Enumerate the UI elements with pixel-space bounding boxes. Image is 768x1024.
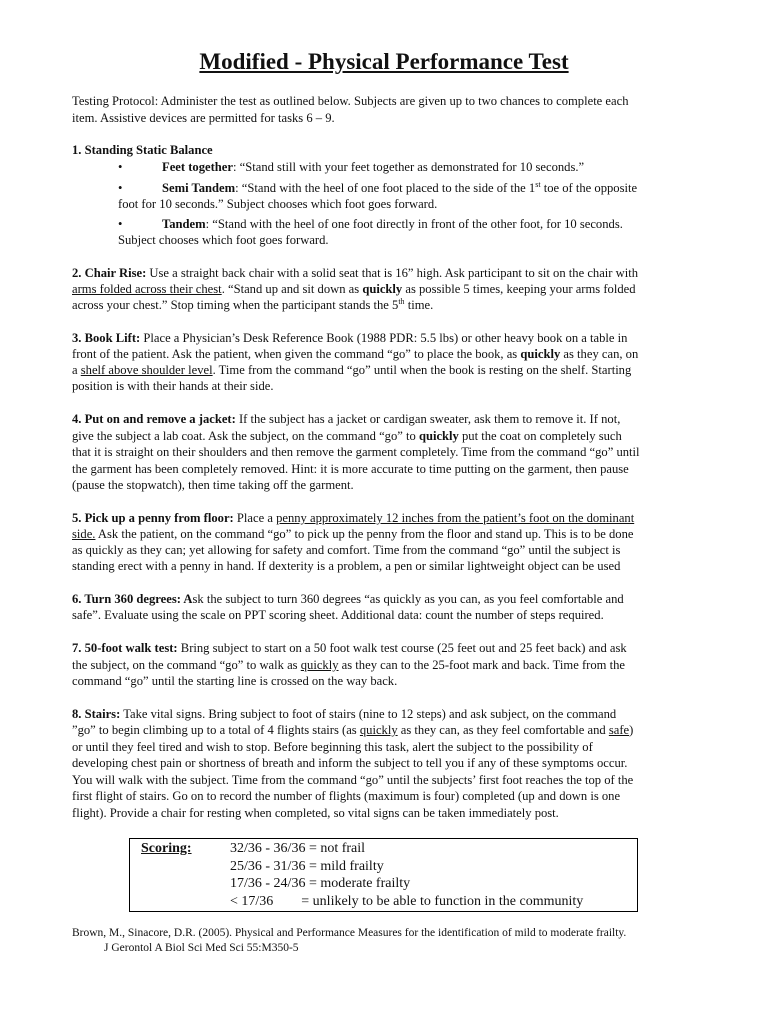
item-text: : “Stand still with your feet together as demonstrated for 10 seconds.” (232, 160, 585, 174)
section-line (72, 428, 694, 445)
scoring-row: 32/36 - 36/36 = not frail (230, 841, 366, 856)
section-line: (pause the stopwatch), then time taking off the garment. (72, 478, 354, 492)
text-run: across your chest.” Stop timing when the participant stands the 5 (72, 298, 399, 312)
section-heading: 6. Turn 360 degrees: (72, 592, 181, 606)
item-text: : “Stand with the heel of one foot directly in front of the other foot, for 10 seconds. (205, 217, 623, 231)
text-run: A (180, 592, 193, 606)
section-line: first flight of stairs. Go on to record the number of flights (maximum is four) completed (up and down is one (72, 789, 621, 803)
section-heading: 7. 50-foot walk test: (72, 641, 178, 655)
text-run: as they can, as they feel comfortable and (397, 723, 609, 737)
bullet-item (162, 159, 702, 176)
text-run: If the subject has a jacket or cardigan sweater, ask them to remove it. If not, (235, 412, 621, 426)
text-run: arms folded across their chest (72, 282, 222, 296)
section-line: or until they feel tired and wish to stop. Before beginning this task, alert the subject to the possibility of (72, 740, 593, 754)
section-line: You will walk with the subject. Time from the command “go” until the subjects’ first foot reaches the top of the (72, 773, 634, 787)
section-line (72, 640, 694, 657)
text-run: as possible 5 times, keeping your arms folded (402, 282, 636, 296)
text-run: Place a (233, 511, 277, 525)
section-heading: 2. Chair Rise: (72, 266, 147, 280)
section-heading: 4. Put on and remove a jacket: (72, 412, 236, 426)
section-line (72, 297, 694, 314)
item-text: toe of the opposite (540, 181, 638, 195)
section-heading: 8. Stairs: (72, 707, 121, 721)
text-run: give the subject a lab coat. Ask the subject, on the command “go” to (72, 429, 419, 443)
item-label: Tandem (162, 217, 206, 231)
section-heading: 1. Standing Static Balance (72, 143, 213, 157)
section-line (72, 411, 694, 428)
section-line (72, 330, 694, 347)
bullet-item (162, 180, 702, 197)
item-continuation: Subject chooses which foot goes forward. (118, 233, 329, 247)
section-line (72, 346, 694, 363)
reference-line: Brown, M., Sinacore, D.R. (2005). Physical and Performance Measures for the identification of mild to moderate frailty. (72, 927, 627, 939)
section-line: standing erect with a penny in hand. If dexterity is a problem, a pen or similar lightweight object can be used (72, 559, 621, 573)
protocol-line: Testing Protocol: Administer the test as outlined below. Subjects are given up to two chances to complete each (72, 94, 629, 108)
section-line: that it is straight on their shoulders and then remove the garment completely. Time from the command “go” until (72, 445, 640, 459)
section-line: flight). Provide a chair for resting when completed, so vital signs can be taken immediately post. (72, 806, 559, 820)
text-run: quickly (520, 347, 561, 361)
scoring-row: < 17/36 = unlikely to be able to function in the community (230, 894, 584, 909)
section-line (72, 510, 694, 527)
section-line: developing chest pain or shortness of breath and inform the subject to tell you if any of these symptoms occur. (72, 756, 628, 770)
superscript: st (535, 179, 541, 189)
text-run: shelf above shoulder level (80, 363, 213, 377)
section-line: position is with their hands at their side. (72, 379, 274, 393)
section-line: safe”. Evaluate using the scale on PPT scoring sheet. Additional data: count the number of steps required. (72, 608, 604, 622)
item-continuation: foot for 10 seconds.” Subject chooses which foot goes forward. (118, 197, 438, 211)
protocol-line: item. Assistive devices are permitted for tasks 6 – 9. (72, 111, 335, 125)
text-run: side. (72, 527, 96, 541)
text-run: quickly (300, 658, 339, 672)
section-line (72, 722, 694, 739)
page-title: Modified - Physical Performance Test (199, 49, 569, 74)
text-run: as they can to the 25-foot mark and back. Time from the (338, 658, 625, 672)
text-run: Bring subject to start on a 50 foot walk test course (25 feet out and 25 feet back) and ask (177, 641, 627, 655)
text-run: Place a Physician’s Desk Reference Book (1988 PDR: 5.5 lbs) or other heavy book on a table in (140, 331, 628, 345)
text-run: Take vital signs. Bring subject to foot of stairs (nine to 12 steps) and ask subject, on the command (120, 707, 617, 721)
bullet-glyph: • (118, 160, 123, 174)
section-line (72, 526, 694, 543)
text-run: front of the patient. Ask the patient, when given the command “go” to place the book, as (72, 347, 521, 361)
text-run: as they can, on (560, 347, 639, 361)
text-run: Use a straight back chair with a solid seat that is 16” high. Ask participant to sit on the chair with (146, 266, 639, 280)
section-heading: 3. Book Lift: (72, 331, 141, 345)
section-line (72, 657, 694, 674)
text-run: ) (629, 723, 634, 737)
item-label: Feet together (162, 160, 233, 174)
bullet-glyph: • (118, 181, 123, 195)
scoring-box (129, 838, 638, 912)
section-line (72, 591, 694, 608)
text-run: quickly (362, 282, 403, 296)
section-line (72, 265, 694, 282)
text-run: the subject, on the command “go” to walk as (72, 658, 301, 672)
text-run: safe (608, 723, 630, 737)
item-label: Semi Tandem (162, 181, 236, 195)
text-run: time. (404, 298, 434, 312)
bullet-item (162, 216, 702, 233)
superscript: th (398, 296, 405, 306)
text-run: penny approximately 12 inches from the patient’s foot on the dominant (276, 511, 635, 525)
scoring-row: 25/36 - 31/36 = mild frailty (230, 859, 384, 874)
text-run: Ask the patient, on the command “go” to pick up the penny from the floor and stand up. This is to be done (95, 527, 634, 541)
scoring-row: 17/36 - 24/36 = moderate frailty (230, 876, 411, 891)
section-heading: 5. Pick up a penny from floor: (72, 511, 234, 525)
text-run: . “Stand up and sit down as (221, 282, 363, 296)
reference-line: J Gerontol A Biol Sci Med Sci 55:M350-5 (104, 942, 299, 954)
section-line: the garment has been completely removed. Hint: it is more accurate to time putting on the garment, then pause (72, 462, 629, 476)
text-run: a (72, 363, 81, 377)
section-line (72, 362, 694, 379)
section-line (72, 281, 694, 298)
text-run: quickly (359, 723, 398, 737)
section-line: as quickly as they can; yet allowing for safety and comfort. Time from the command “go” until the subject is (72, 543, 621, 557)
item-text: : “Stand with the heel of one foot placed to the side of the 1 (235, 181, 536, 195)
text-run: quickly (418, 429, 459, 443)
section-line (72, 706, 694, 723)
text-run: put the coat on completely such (458, 429, 622, 443)
bullet-glyph: • (118, 217, 123, 231)
text-run: sk the subject to turn 360 degrees “as quickly as you can, as you feel comfortable and (192, 592, 624, 606)
scoring-label: Scoring: (141, 841, 192, 856)
text-run: ”go” to begin climbing up to a total of 4 flights stairs (as (72, 723, 360, 737)
section-line: command “go” until the starting line is crossed on the way back. (72, 674, 398, 688)
text-run: . Time from the command “go” until when the book is resting on the shelf. Starting (212, 363, 632, 377)
